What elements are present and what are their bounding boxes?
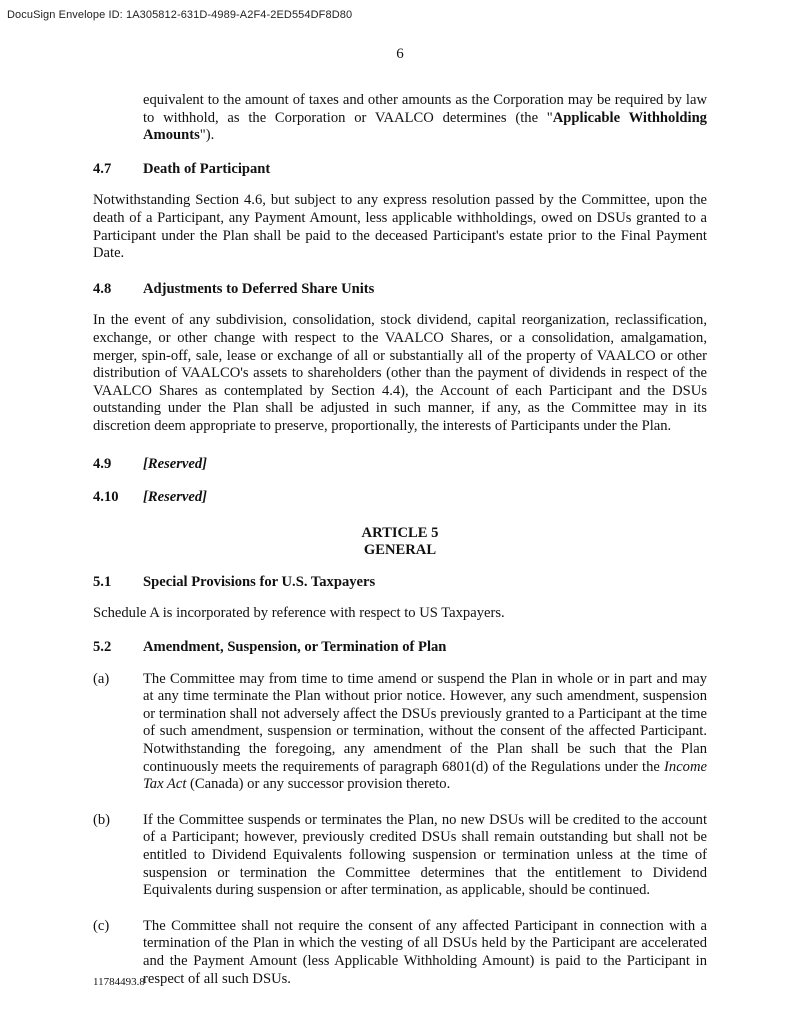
italic-term: Income Tax Act bbox=[143, 758, 707, 793]
section-title: Adjustments to Deferred Share Units bbox=[143, 280, 375, 297]
list-item-text: If the Committee suspends or terminates the Plan, no new DSUs will be credited to the account of a Participant; however, previously credited DSUs shall remain outstanding but shall not be entitled to Dividend Equivalents following suspension or termination unless at the time of suspension or termination the Committee determines that the entitlement to Dividend Equivalents during suspension or after termination, as applicable, should be continued. bbox=[143, 811, 707, 899]
section-heading-5-1 bbox=[93, 574, 707, 592]
docusign-envelope-id: DocuSign Envelope ID: 1A305812-631D-4989-A2F4-2ED554DF8D80 bbox=[7, 9, 353, 21]
list-item-label: (a) bbox=[93, 670, 110, 687]
section-number: 4.9 bbox=[93, 455, 112, 472]
section-number: 5.1 bbox=[93, 573, 112, 590]
list-item-b bbox=[93, 812, 707, 900]
section-title: [Reserved] bbox=[143, 455, 208, 472]
page-number: 6 bbox=[396, 46, 404, 62]
defined-term: Applicable Withholding Amounts bbox=[143, 109, 707, 144]
article-subheading: GENERAL bbox=[363, 542, 437, 559]
list-item-text-end: (Canada) or any successor provision thereto. bbox=[186, 776, 451, 793]
list-item-c bbox=[93, 918, 707, 988]
section-title: Death of Participant bbox=[143, 160, 271, 177]
section-heading-4-8 bbox=[93, 281, 707, 299]
section-title: Amendment, Suspension, or Termination of Plan bbox=[143, 639, 447, 656]
list-item-text: The Committee shall not require the consent of any affected Participant in connection with a termination of the Plan in which the vesting of all DSUs held by the Participant are accelerated and the Payment Amount (less Applicable Withholding Amount) is paid to the Participant in respect of all such DSUs. bbox=[143, 917, 707, 987]
section-number: 4.8 bbox=[93, 280, 112, 297]
list-item-text bbox=[143, 671, 707, 794]
section-title: [Reserved] bbox=[143, 489, 208, 506]
section-body-4-7: Notwithstanding Section 4.6, but subject to any express resolution passed by the Committee, upon the death of a Participant, any Payment Amount, less applicable withholdings, owed on DSUs granted to a Participant under the Plan shall be paid to the deceased Participant's estate prior to the Final Payment Date. bbox=[93, 192, 707, 262]
list-item-a bbox=[93, 671, 707, 794]
section-heading-4-7 bbox=[93, 161, 707, 179]
document-reference-number: 11784493.8 bbox=[93, 976, 145, 988]
section-body-4-8: In the event of any subdivision, consolidation, stock dividend, capital reorganization, reclassification, exchange, or other change with respect to the VAALCO Shares, or a consolidation, amalgamation, merger, spin-off, sale, lease or exchange of all or substantially all of the property of VAALCO or other distribution of VAALCO's assets to shareholders (other than the payment of dividends in respect of the VAALCO Shares as contemplated by Section 4.4), the Account of each Participant and the DSUs outstanding under the Plan shall be adjusted in such manner, if any, as the Committee may in its discretion deem appropriate to preserve, proportionally, the interests of Participants under the Plan. bbox=[93, 312, 707, 434]
section-number: 4.10 bbox=[93, 489, 119, 506]
article-heading: ARTICLE 5 bbox=[361, 524, 439, 541]
section-body-5-1: Schedule A is incorporated by reference with respect to US Taxpayers. bbox=[93, 605, 505, 622]
document-body bbox=[93, 92, 707, 988]
section-heading-5-2 bbox=[93, 639, 707, 657]
list-item-text-part: The Committee may from time to time amend or suspend the Plan in whole or in part and may at any time terminate the Plan without prior notice. However, any such amendment, suspension or termination shall not adversely affect the DSUs previously granted to a Participant at the time of such amendment, suspension or termination, without the consent of the affected Participant. Notwithstanding the foregoing, any amendment of the Plan shall be such that the Plan continuously meets the requirements of paragraph 6801(d) of the Regulations under the bbox=[143, 670, 707, 775]
section-number: 4.7 bbox=[93, 160, 112, 177]
continuation-paragraph bbox=[93, 92, 707, 145]
continuation-text: equivalent to the amount of taxes and other amounts as the Corporation may be required by law to withhold, as the Corporation or VAALCO determines (the " bbox=[143, 92, 707, 126]
list-item-label: (b) bbox=[93, 811, 111, 828]
section-heading-4-10 bbox=[93, 489, 707, 507]
section-number: 5.2 bbox=[93, 639, 112, 656]
list-item-label: (c) bbox=[93, 917, 110, 934]
section-heading-4-9 bbox=[93, 456, 707, 474]
continuation-text-end: "). bbox=[199, 127, 215, 144]
section-title: Special Provisions for U.S. Taxpayers bbox=[143, 573, 376, 590]
